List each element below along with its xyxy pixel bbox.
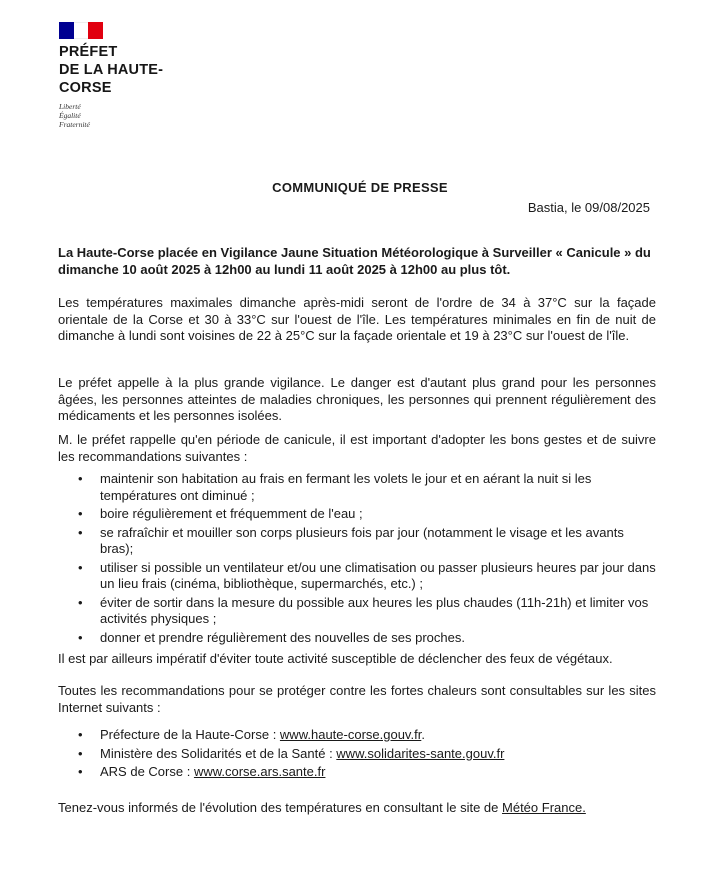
document-title: COMMUNIQUÉ DE PRESSE [272, 180, 448, 195]
site-label: Ministère des Solidarités et de la Santé : [100, 745, 337, 761]
list-item [58, 560, 656, 593]
list-item [58, 630, 656, 647]
list-item [58, 506, 656, 523]
bullet-icon: • [78, 629, 83, 645]
bullet-icon: • [78, 559, 83, 575]
motto-line: Liberté [59, 102, 81, 111]
meteo-france-link[interactable]: Météo France. [502, 800, 586, 815]
ars-corse-link[interactable]: www.corse.ars.sante.fr [193, 764, 326, 779]
list-item [58, 471, 656, 504]
french-flag-icon [59, 22, 103, 39]
websites-list [58, 727, 656, 783]
recommendation-text: éviter de sortir dans la mesure du possible aux heures les plus chaudes (11h-21h) et limiter vos activités physiques ; [100, 594, 649, 626]
organization-line: DE LA HAUTE- [59, 62, 164, 78]
organization-line: CORSE [59, 80, 112, 96]
list-item [58, 727, 656, 744]
prefecture-logo [59, 22, 163, 129]
bullet-icon: • [78, 727, 83, 742]
recommendation-text: maintenir son habitation au frais en fermant les volets le jour et en aérant la nuit si les températures ont diminué ; [100, 471, 592, 503]
closing-paragraph [58, 800, 656, 817]
list-item [58, 764, 656, 781]
recommendation-text: utiliser si possible un ventilateur et/ou une climatisation ou passer plusieurs heures par jour dans un lieu frais (cinéma, bibliothèque, supermarchés, etc.) ; [100, 559, 656, 591]
paragraph-temperatures: Les températures maximales dimanche après-midi seront de l'ordre de 34 à 37°C sur la façade orientale de la Corse et 30 à 33°C sur l'ouest de l'île. Les températures minimales en fin de nuit de dimanche à lundi sont voisines de 22 à 25°C sur la façade orientale et 19 à 23°C sur l'ouest de l'île. [58, 295, 656, 343]
recommendation-text: se rafraîchir et mouiller son corps plusieurs fois par jour (notamment le visage et les avants bras); [100, 524, 624, 556]
bullet-icon: • [78, 764, 83, 779]
bullet-icon: • [78, 471, 83, 486]
organization-line: PRÉFET [59, 44, 118, 60]
closing-text: Tenez-vous informés de l'évolution des températures en consultant le site de [58, 800, 503, 815]
site-suffix: . [421, 727, 425, 742]
recommendation-text: donner et prendre régulièrement des nouvelles de ses proches. [100, 629, 465, 645]
paragraph-fire: Il est par ailleurs impératif d'éviter toute activité susceptible de déclencher des feux de végétaux. [58, 651, 613, 666]
ministry-health-link[interactable]: www.solidarites-sante.gouv.fr [336, 745, 505, 761]
recommendation-text: boire régulièrement et fréquemment de l'eau ; [100, 506, 363, 521]
paragraph-vigilance: Le préfet appelle à la plus grande vigilance. Le danger est d'autant plus grand pour les personnes âgées, les personnes atteintes de maladies chroniques, les personnes qui prennent régulièrement des médicaments et les personnes isolées. [58, 375, 656, 423]
paragraph-sites-intro: Toutes les recommandations pour se protéger contre les fortes chaleurs sont consultables sur les sites Internet suivants : [58, 683, 656, 715]
site-label: ARS de Corse : [100, 764, 194, 779]
organization-name [59, 43, 163, 97]
bullet-icon: • [78, 745, 83, 761]
motto-line: Égalité [59, 111, 81, 120]
bullet-icon: • [78, 524, 83, 540]
dateline: Bastia, le 09/08/2025 [527, 200, 650, 215]
bullet-icon: • [78, 594, 83, 610]
motto-line: Fraternité [59, 120, 90, 129]
list-item [58, 746, 656, 763]
republic-motto [59, 102, 163, 129]
recommendations-list [58, 471, 656, 648]
paragraph-recommendations-intro: M. le préfet rappelle qu'en période de canicule, il est important d'adopter les bons gestes et de suivre les recommandations suivantes : [58, 432, 656, 464]
list-item [58, 595, 656, 628]
prefecture-link[interactable]: www.haute-corse.gouv.fr [279, 727, 422, 742]
lead-headline: La Haute-Corse placée en Vigilance Jaune Situation Météorologique à Surveiller « Canicule » du dimanche 10 août 2025 à 12h00 au lundi 11 août 2025 à 12h00 au plus tôt. [58, 245, 651, 277]
bullet-icon: • [78, 506, 83, 521]
site-label: Préfecture de la Haute-Corse : [100, 727, 280, 742]
list-item [58, 525, 656, 558]
